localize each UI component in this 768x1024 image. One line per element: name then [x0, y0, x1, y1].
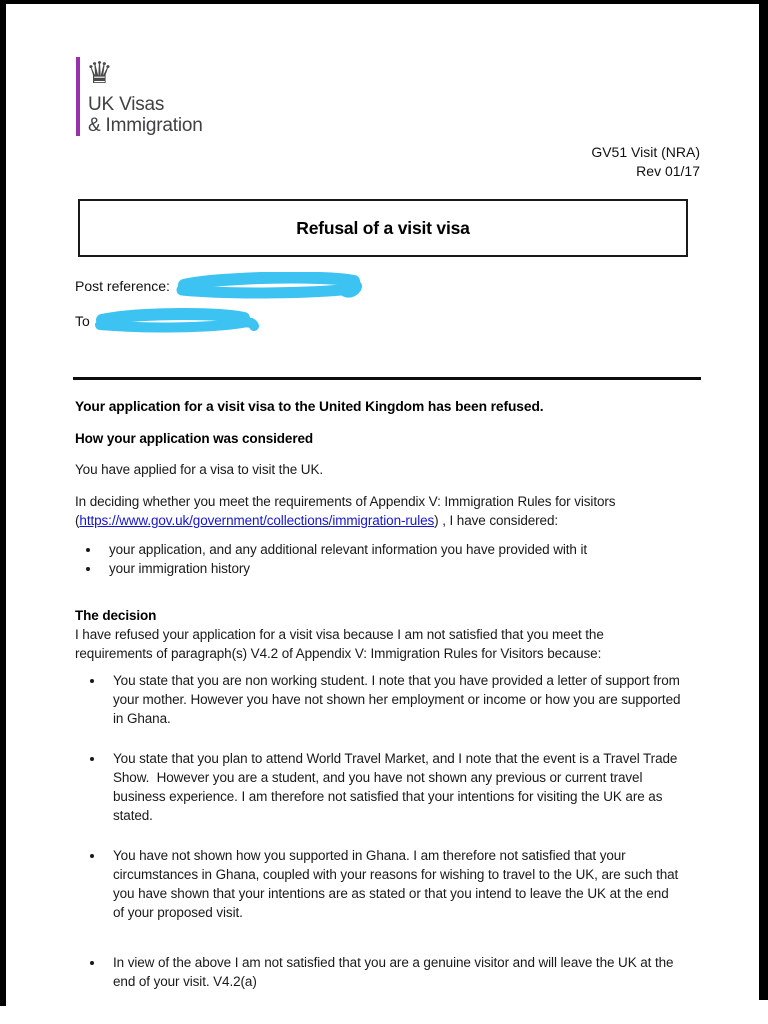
document-reference: [591, 143, 700, 181]
scan-border-left: [0, 0, 6, 1006]
decision-bullet-text: In view of the above I am not satisfied that you are a genuine visitor and will leave the UK at the end of your visit. V4.2(a): [113, 955, 678, 989]
redaction-scribble: [174, 272, 370, 300]
deciding-paragraph: [75, 492, 675, 530]
crown-icon: ♛: [86, 57, 113, 90]
considered-bullet-text: your application, and any additional relevant information you have provided with it: [109, 542, 587, 557]
ukvi-logo: [76, 57, 203, 136]
post-reference-line: [75, 272, 370, 300]
title-box: [78, 199, 688, 257]
to-line: [75, 308, 262, 334]
decision-bullet: [105, 749, 683, 825]
logo-text-line1: UK Visas: [88, 94, 165, 115]
separator-rule: [73, 377, 701, 380]
logo-text-line2: & Immigration: [88, 115, 203, 136]
decision-bullet: [105, 953, 683, 991]
post-reference-label: Post reference:: [75, 278, 170, 294]
applied-paragraph: You have applied for a visa to visit the UK.: [75, 462, 324, 477]
considered-bullet: [101, 560, 703, 579]
redaction-scribble: [94, 308, 262, 334]
logo-accent-bar: [76, 57, 80, 136]
form-revision: Rev 01/17: [636, 163, 700, 179]
document-title: Refusal of a visit visa: [296, 217, 470, 238]
deciding-text-before: In deciding whether you meet the requirements of Appendix V: Immigration Rules for visitors (: [75, 494, 616, 528]
decision-bullet-text: You have not shown how you supported in Ghana. I am therefore not satisfied that your circumstances in Ghana, coupled with your reasons for wishing to travel to the UK, are such that you have shown that your intentions are as stated or that you intend to leave the UK at the end of your proposed visit.: [113, 848, 682, 920]
scan-border-top: [0, 0, 768, 4]
considered-bullet: [101, 541, 703, 560]
decision-bullet: [105, 671, 683, 728]
considered-heading: How your application was considered: [75, 431, 314, 446]
decision-bullet-text: You state that you plan to attend World Travel Market, and I note that the event is a Travel Trade Show. However you are a student, and you have not shown any previous or current travel business experience. I am therefore not satisfied that your intentions for visiting the UK are as stated.: [113, 751, 681, 823]
decision-intro: I have refused your application for a visit visa because I am not satisfied that you meet the requirements of paragraph(s) V4.2 of Appendix V: Immigration Rules for Visitors because:: [75, 627, 604, 661]
deciding-text-after: ) , I have considered:: [434, 513, 559, 528]
decision-list: [75, 671, 703, 991]
considered-list: [75, 541, 703, 578]
to-label: To: [75, 313, 90, 329]
decision-heading: The decision: [75, 608, 157, 623]
decision-bullet-text: You state that you are non working student. I note that you have provided a letter of support from your mother. However you have not shown her employment or income or how you are supported in Ghana.: [113, 673, 685, 726]
decision-bullet: [105, 846, 683, 922]
form-reference: GV51 Visit (NRA): [591, 144, 700, 160]
considered-bullet-text: your immigration history: [109, 560, 250, 576]
letter-body: [75, 381, 703, 1012]
refusal-statement: Your application for a visit visa to the United Kingdom has been refused.: [75, 399, 544, 414]
scan-border-right: [759, 0, 768, 1000]
immigration-rules-link[interactable]: https://www.gov.uk/government/collections/immigration-rules: [79, 513, 435, 528]
